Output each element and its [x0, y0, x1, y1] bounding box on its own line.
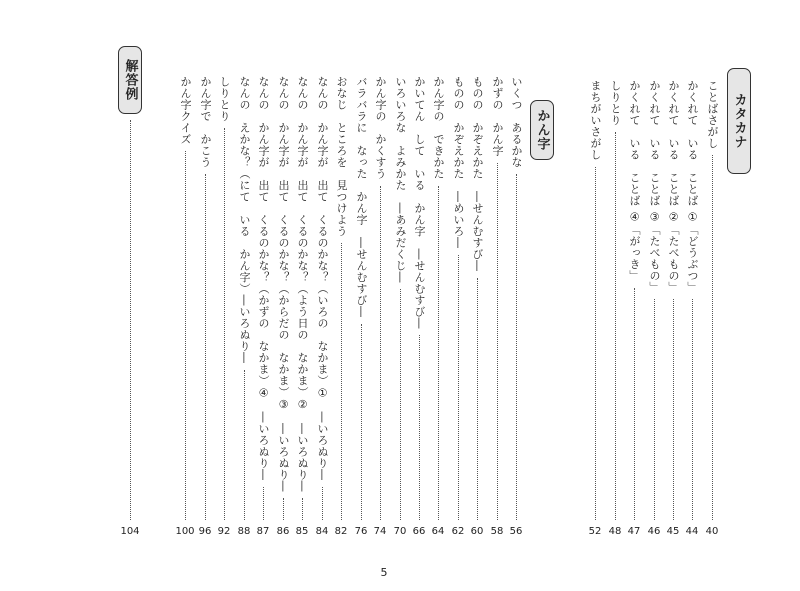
toc-entry[interactable]	[394, 76, 406, 538]
leader-dots	[185, 151, 186, 520]
toc-entry-title: かずの かん字	[491, 76, 504, 157]
toc-entry-title: かくれて いる ことば ④「がっき」	[628, 80, 641, 282]
toc-entry-page: 44	[685, 526, 699, 537]
leader-dots	[673, 299, 674, 520]
toc-entry[interactable]	[510, 76, 522, 538]
toc-entry-title: なんの えかな？（にて いる かん字）―いろぬり―	[238, 76, 251, 364]
toc-entry-title: しりとり	[218, 76, 231, 122]
toc-entry-page: 92	[217, 526, 231, 537]
toc-entry-title: しりとり	[609, 80, 622, 126]
toc-entry-page: 104	[120, 526, 140, 537]
toc-entry-title: バラバラに なった かん字 ―せんむすび―	[355, 76, 368, 318]
toc-entry-page: 62	[451, 526, 465, 537]
leader-dots	[205, 174, 206, 520]
toc-entry-page: 85	[295, 526, 309, 537]
toc-entry-page: 88	[237, 526, 251, 537]
leader-dots	[322, 487, 323, 521]
toc-entry-page: 86	[276, 526, 290, 537]
toc-entry[interactable]	[471, 76, 483, 538]
toc-entry-title: まちがいさがし	[589, 80, 602, 161]
toc-entry-title: ものの かぞえかた ―めいろ―	[452, 76, 465, 249]
toc-entry-title: かいてん して いる かん字 ―せんむすび―	[413, 76, 426, 329]
toc-entry[interactable]	[277, 76, 289, 538]
section-title: 解答例	[122, 59, 138, 101]
toc-entry[interactable]	[589, 80, 601, 538]
section-title: かん字	[534, 109, 550, 151]
leader-dots	[458, 255, 459, 521]
toc-entry-page: 45	[666, 526, 680, 537]
toc-entry-page: 76	[354, 526, 368, 537]
toc-entry[interactable]	[175, 76, 195, 538]
section-tag-kanji	[530, 100, 554, 160]
toc-entry-title: かくれて いる ことば ②「たべもの」	[667, 80, 680, 293]
toc-entry[interactable]	[452, 76, 464, 538]
toc-entry-page: 52	[588, 526, 602, 537]
toc-entry-title: いくつ あるかな	[510, 76, 523, 168]
toc-entry-page: 87	[256, 526, 270, 537]
toc-entry[interactable]	[238, 76, 250, 538]
toc-entry-title: かくれて いる ことば ③「たべもの」	[648, 80, 661, 293]
page-number: 5	[380, 566, 388, 579]
leader-dots	[497, 163, 498, 521]
toc-entry-page: 66	[412, 526, 426, 537]
toc-entry-page: 70	[393, 526, 407, 537]
leader-dots	[244, 370, 245, 521]
toc-entry-title: ことばさがし	[706, 80, 719, 149]
toc-entry-page: 82	[334, 526, 348, 537]
toc-entry[interactable]	[432, 76, 444, 538]
toc-entry-page: 100	[175, 526, 195, 537]
toc-entry[interactable]	[257, 76, 269, 538]
toc-entry-title: なんの かん字が 出て くるのかな？（よう日の なかま）② ―いろぬり―	[296, 76, 309, 492]
toc-entry-page: 58	[490, 526, 504, 537]
toc-entry-title: かん字で かこう	[199, 76, 212, 168]
toc-entry-title: かん字の できかた	[432, 76, 445, 180]
toc-entry[interactable]	[648, 80, 660, 538]
toc-entry-page: 74	[373, 526, 387, 537]
toc-entry-page: 48	[608, 526, 622, 537]
toc-entry[interactable]	[667, 80, 679, 538]
leader-dots	[477, 278, 478, 521]
toc-entry[interactable]	[199, 76, 211, 538]
leader-dots	[654, 299, 655, 520]
toc-entry[interactable]	[374, 76, 386, 538]
leader-dots	[224, 128, 225, 520]
toc-entry[interactable]	[706, 80, 718, 538]
leader-dots	[516, 174, 517, 520]
toc-entry[interactable]	[413, 76, 425, 538]
toc-entry-page: 46	[647, 526, 661, 537]
leader-dots	[361, 324, 362, 521]
toc-entry-page: 64	[431, 526, 445, 537]
toc-entry-answers[interactable]	[118, 46, 142, 538]
toc-entry-page: 96	[198, 526, 212, 537]
toc-entry-title: ものの かぞえかた ―せんむすび―	[471, 76, 484, 272]
section-title: カタカナ	[731, 93, 747, 149]
toc-entry-title: いろいろな よみかた ―あみだくじ―	[394, 76, 407, 283]
leader-dots	[634, 288, 635, 521]
toc-entry-title: なんの かん字が 出て くるのかな？（いろの なかま）① ―いろぬり―	[316, 76, 329, 481]
toc-entry-title: かくれて いる ことば ①「どうぶつ」	[686, 80, 699, 293]
toc-entry[interactable]	[316, 76, 328, 538]
toc-entry[interactable]	[609, 80, 621, 538]
toc-entry[interactable]	[335, 76, 347, 538]
toc-entry-title: なんの かん字が 出て くるのかな？（かずの なかま）④ ―いろぬり―	[257, 76, 270, 481]
toc-entry-page: 84	[315, 526, 329, 537]
leader-dots	[692, 299, 693, 520]
leader-dots	[400, 289, 401, 520]
leader-dots	[438, 186, 439, 521]
toc-entry-page: 60	[470, 526, 484, 537]
leader-dots	[380, 186, 381, 521]
toc-entry[interactable]	[355, 76, 367, 538]
leader-dots	[595, 167, 596, 521]
toc-entry[interactable]	[296, 76, 308, 538]
leader-dots	[615, 132, 616, 520]
toc-entry-page: 56	[509, 526, 523, 537]
leader-dots	[130, 120, 131, 520]
leader-dots	[302, 498, 303, 520]
toc-entry-page: 47	[627, 526, 641, 537]
leader-dots	[283, 498, 284, 520]
toc-entry-title: かん字の かくすう	[374, 76, 387, 180]
toc-entry-page: 40	[705, 526, 719, 537]
section-tag-answers	[118, 46, 142, 114]
leader-dots	[712, 155, 713, 520]
leader-dots	[341, 243, 342, 520]
toc-entry-title: おなじ ところを 見つけよう	[335, 76, 348, 237]
leader-dots	[419, 335, 420, 520]
toc-entry-title: なんの かん字が 出て くるのかな？（からだの なかま）③ ―いろぬり―	[277, 76, 290, 492]
toc-entry[interactable]	[491, 76, 503, 538]
section-tag-katakana	[727, 68, 751, 174]
leader-dots	[263, 487, 264, 521]
toc-entry[interactable]	[628, 80, 640, 538]
toc-entry-title: かん字クイズ	[179, 76, 192, 145]
toc-entry[interactable]	[686, 80, 698, 538]
toc-entry[interactable]	[218, 76, 230, 538]
